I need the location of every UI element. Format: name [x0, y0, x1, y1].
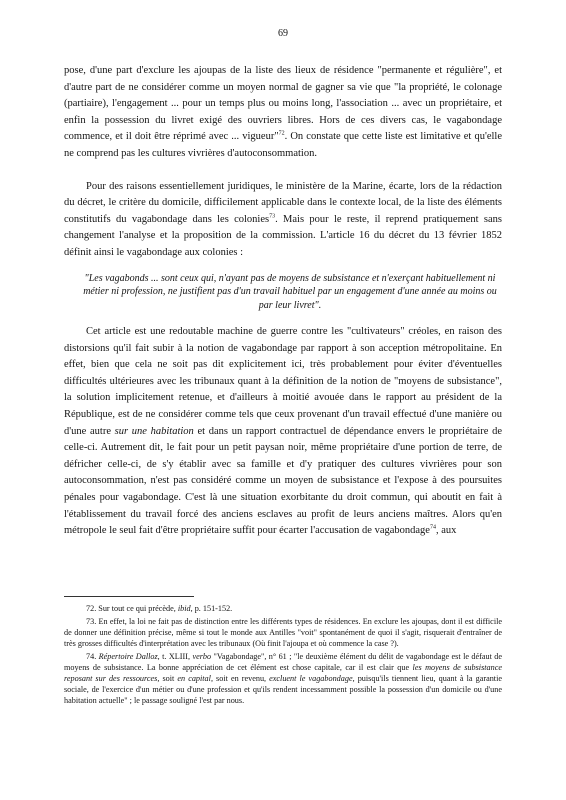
footnote-74-text-4: , soit [157, 674, 178, 683]
paragraph-3 [64, 324, 502, 540]
footnote-ref-74: 74 [429, 524, 436, 531]
footnote-ref-72: 72 [278, 130, 285, 137]
footnote-72-text: 72. Sur tout ce qui précède, [86, 604, 178, 613]
paragraph-3-italic: sur une habitation [114, 425, 194, 437]
paragraph-2 [64, 179, 502, 262]
paragraph-1-text: pose, d'une part d'exclure les ajoupas de la liste des lieux de résidence "permanente et régulière", et d'autre part de ne considérer comme un moyen normal de gagner sa vie que "la propriété, le colonage (partiaire), l'engagement ... pour un temps plus ou moins long, l'association ... avec un propriétaire, et enfin la possession du livret exigé des ouvriers libres. Hors de ces divers cas, le vagabondage commence, et il doit être réprimé avec ... vigueur" [64, 65, 502, 143]
paragraph-2-text: Pour des raisons essentiellement juridiques, le ministère de la Marine, écarte, lors de la rédaction du décret, le critère du domicile, difficilement applicable dans le contexte local, de la liste des éléments constitutifs du vagabondage dans les colonies [64, 180, 502, 225]
footnote-74-text-2: , t. XLIII, [157, 652, 193, 661]
paragraph-3-text: Cet article est une redoutable machine de guerre contre les "cultivateurs" créoles, en raison des distorsions qu'il fait subir à la notion de vagabondage par rapport à son acception métropolitaine. En effet, bien que cela ne soit pas dit explicitement ici, très probablement pour éviter d'éventuelles difficultés ultérieures avec les tribunaux quant à la définition de la notion de "moyens de subsistance", la solution implicitement retenue, et d'ailleurs à moitié avouée dans le rapport au président de la République, est de ne considérer comme tels que ceux provenant d'un travail effectué d'une manière ou d'une autre [64, 326, 502, 437]
footnote-ref-73: 73 [269, 213, 276, 220]
paragraph-3-text-2: et dans un rapport contractuel de dépendance envers le propriétaire de celle-ci. Autrement dit, le fait pour un petit paysan noir, même propriétaire d'une portion de terre, de défricher celle-ci, de s'y établir avec sa famille et d'y pratiquer des cultures vivrières pour son autoconsommation, n'est pas considéré comme un moyen de subsistance et l'expose à des poursuites pénales pour vagabondage. C'est là une situation exorbitante du droit commun, qui aboutit en fait à l'établissement du travail forcé des anciens esclaves au profit de leurs anciens maîtres. Alors qu'en métropole le seul fait d'être propriétaire suffit pour écarter l'accusation de vagabondage [64, 425, 502, 537]
footnote-74-text-3: "Vagabondage", n° 61 ; "le deuxième élément du délit de vagabondage est le défaut de moyens de subsistance. La bonne appréciation de cet élément est chose capitale, car il est clair que [64, 652, 503, 672]
footnote-72-rest: , p. 151-152. [190, 604, 233, 613]
page-number: 69 [278, 28, 288, 39]
footnote-74-text-6: , puisqu'ils tiennent lieu, quant à la garantie sociale, de l'exercice d'un métier ou d'une profession et qu'ils rendent incessamment possible la possession d'un domicile ou d'une habitation actuelle" ; le passage souligné l'est par nous. [64, 674, 502, 705]
footnote-74-text-5: , soit en revenu, [210, 674, 270, 683]
footnote-74-italic-1: Répertoire Dalloz [98, 652, 158, 661]
footnote-74 [64, 651, 502, 706]
footnote-74-italic-2: verbo [192, 652, 212, 661]
footnote-74-italic-3: les moyens de subsistance reposant sur des ressources [64, 663, 502, 683]
paragraph-2-tail: . Mais pour le reste, il reprend pratiquement sans changement l'analyse et la proposition de la commission. L'article 16 du décret du 13 février 1852 définit ainsi le vagabondage aux colonies : [64, 213, 502, 258]
footnote-divider [64, 596, 194, 597]
footnote-74-number: 74. [86, 652, 99, 661]
paragraph-1 [64, 63, 502, 163]
footnote-73: 73. En effet, la loi ne fait pas de distinction entre les différents types de résidences. En exclure les ajoupas, dont il est difficile de donner une définition précise, même si tout le monde aux Antilles "voit" spontanément de quoi il s'agit, risquerait d'entraîner de très grosses difficultés d'interprétation avec les tribunaux (Où finit l'ajoupa et où commence la case ?). [64, 617, 502, 648]
main-text [64, 63, 502, 540]
paragraph-1-tail: . On constate que cette liste est limitative et qu'elle ne comprend pas les cultures vivrières d'autoconsommation. [64, 131, 502, 159]
footnote-74-italic-5: excluent le vagabondage [269, 674, 353, 683]
paragraph-3-tail: , aux [435, 525, 457, 537]
footnotes [64, 603, 502, 706]
block-quote: "Les vagabonds ... sont ceux qui, n'ayant pas de moyens de subsistance et n'exerçant habituellement ni métier ni profession, ne justifient pas d'un travail habituel par un engagement d'une année au moins ou par leur livret". [83, 272, 497, 311]
footnote-72-italic: ibid [177, 604, 191, 613]
footnote-74-italic-4: en capital [177, 674, 211, 683]
footnote-72 [64, 603, 502, 614]
